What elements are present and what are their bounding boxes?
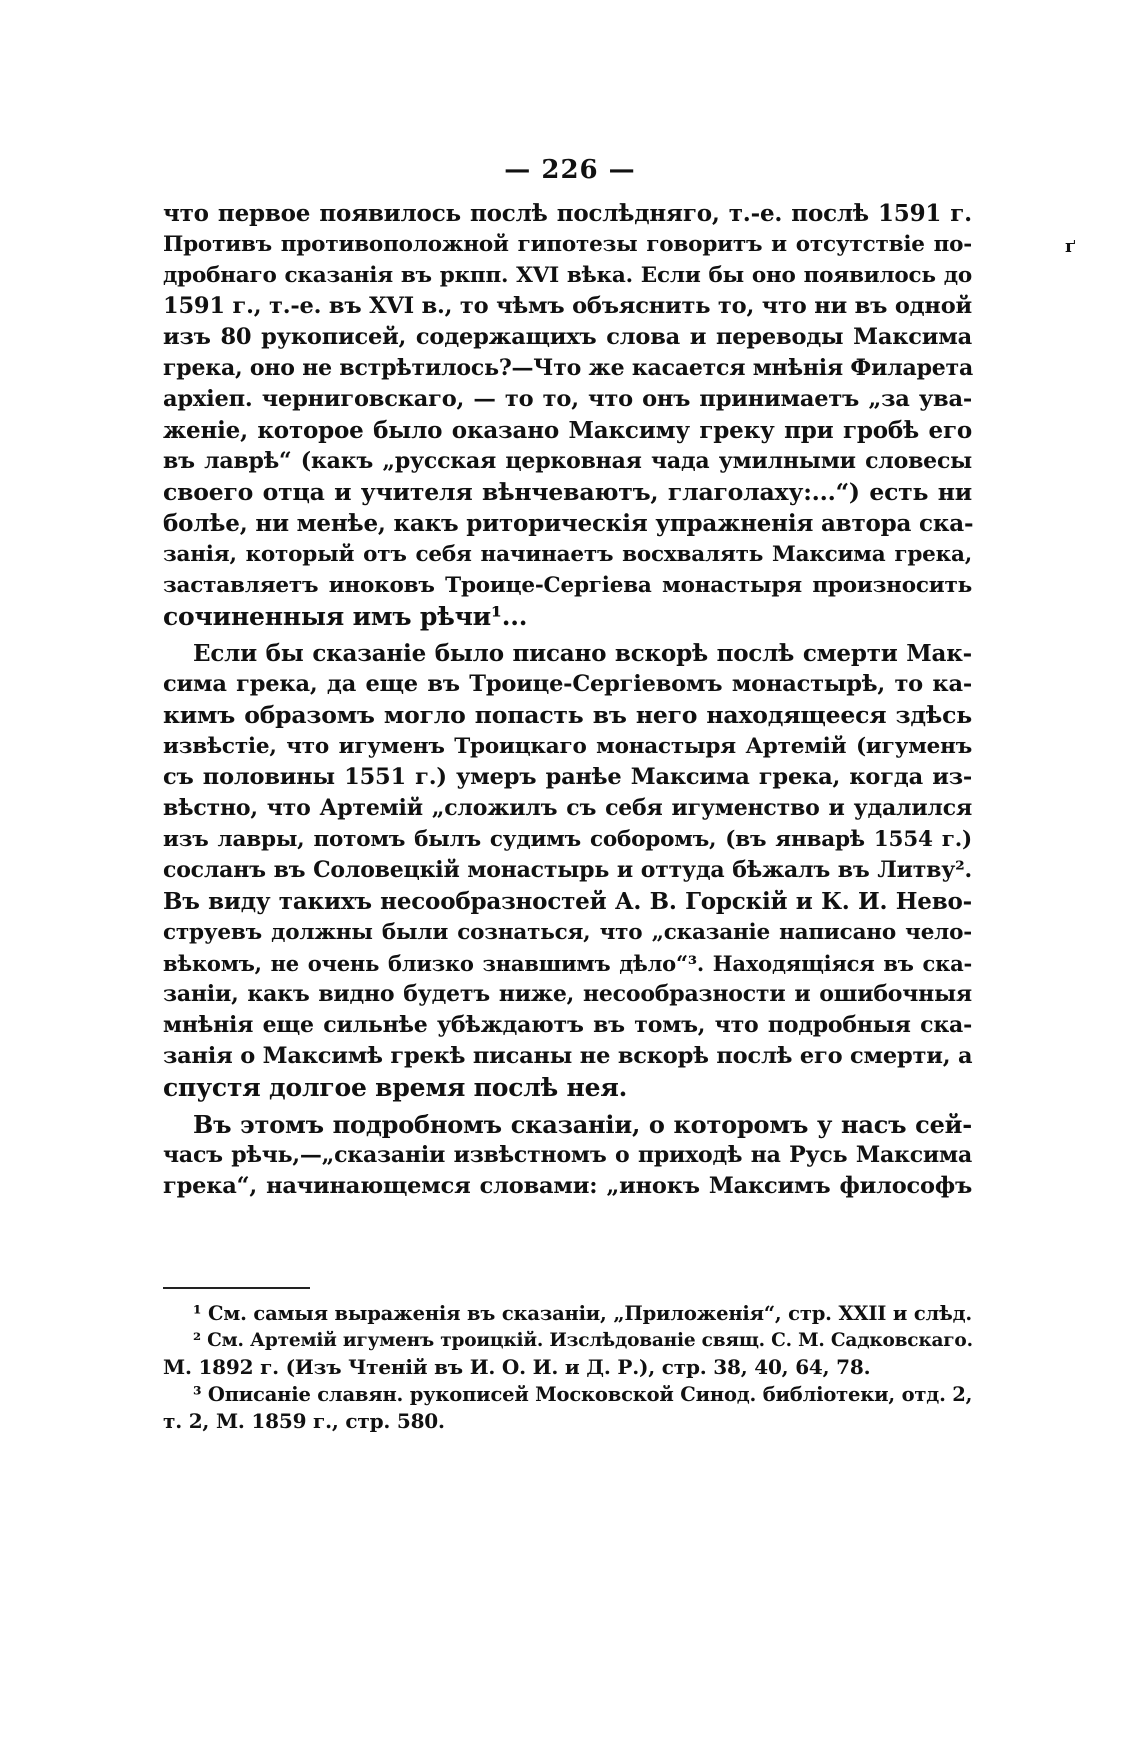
text-line: грека“, начинающемся словами: „инокъ Максимъ философъ [163, 1173, 972, 1199]
text-line: извѣстіе, что игуменъ Троицкаго монастыря Артемій (игуменъ [163, 734, 972, 759]
text-line: вѣстно, что Артемій „сложилъ съ себя игуменство и удалился [163, 795, 972, 821]
text-line: заніи, какъ видно будетъ ниже, несообразности и ошибочныя [163, 981, 972, 1007]
text-line: изъ 80 рукописей, содержащихъ слова и переводы Максима [163, 324, 972, 350]
text-line: сосланъ въ Соловецкій монастырь и оттуда бѣжалъ въ Литву². [163, 857, 972, 883]
main-text [163, 198, 972, 1202]
text-line: спустя долгое время послѣ нея. [163, 1073, 628, 1102]
text-line: Противъ противоположной гипотезы говоритъ и отсутствіе по- [163, 232, 972, 257]
footnotes [163, 1300, 972, 1435]
text-line: съ половины 1551 г.) умеръ ранѣе Максима грека, когда из- [163, 764, 972, 790]
footnote-divider [163, 1287, 310, 1289]
text-line: мнѣнія еще сильнѣе убѣждаютъ въ томъ, что подробныя ска- [163, 1012, 972, 1038]
footnote-2-continued: М. 1892 г. (Изъ Чтеній въ И. О. И. и Д. Р.), стр. 38, 40, 64, 78. [163, 1355, 871, 1379]
text-line: болѣе, ни менѣе, какъ риторическія упражненія автора ска- [163, 510, 974, 537]
text-line: сима грека, да еще въ Троице-Сергіевомъ монастырѣ, то ка- [163, 671, 972, 697]
text-line: кимъ образомъ могло попасть въ него находящееся здѣсь [163, 701, 972, 729]
margin-mark: ґ [1065, 236, 1077, 257]
footnote-1: ¹ См. самыя выраженія въ сказаніи, „Приложенія“, стр. XXII и слѣд. [193, 1302, 972, 1325]
footnote-3-continued: т. 2, М. 1859 г., стр. 580. [163, 1409, 445, 1433]
paragraph-start-line: Въ этомъ подробномъ сказаніи, о которомъ у насъ сей- [193, 1110, 972, 1139]
text-line: часъ рѣчь,—„сказаніи извѣстномъ о приходѣ на Русь Максима [163, 1142, 972, 1168]
text-line: занія, который отъ себя начинаетъ восхвалять Максима грека, [163, 542, 972, 567]
text-line: вѣкомъ, не очень близко знавшимъ дѣло“³. Находящіяся въ ска- [163, 951, 972, 976]
text-line: струевъ должны были сознаться, что „сказаніе написано чело- [163, 920, 972, 945]
footnote-3: ³ Описаніе славян. рукописей Московской Синод. библіотеки, отд. 2, [193, 1383, 973, 1406]
text-line: архіеп. черниговскаго, — то то, что онъ принимаетъ „за ува- [163, 386, 972, 412]
text-line: дробнаго сказанія въ ркпп. XVI вѣка. Если бы оно появилось до [163, 263, 972, 288]
text-line: женіе, которое было оказано Максиму греку при гробѣ его [163, 417, 972, 444]
text-line: грека, оно не встрѣтилось?—Что же касается мнѣнія Филарета [163, 355, 974, 381]
page-number: — 226 — [504, 155, 636, 185]
text-line: что первое появилось послѣ послѣдняго, т.-е. послѣ 1591 г. [163, 200, 972, 227]
text-line: изъ лавры, потомъ былъ судимъ соборомъ, (въ январѣ 1554 г.) [163, 827, 972, 852]
text-line: 1591 г., т.-е. въ XVI в., то чѣмъ объяснить то, что ни въ одной [163, 293, 972, 319]
text-line: своего отца и учителя вѣнчеваютъ, глаголаху:...“) есть ни [163, 478, 972, 506]
text-line: сочиненныя имъ рѣчи¹... [163, 602, 528, 631]
text-line: Въ виду такихъ несообразностей А. В. Горскій и К. И. Нево- [163, 888, 972, 915]
paragraph-start-line: Если бы сказаніе было писано вскорѣ послѣ смерти Мак- [193, 640, 972, 667]
text-line: заставляетъ иноковъ Троице-Сергіева монастыря произносить [163, 573, 972, 598]
text-line: въ лаврѣ“ (какъ „русская церковная чада умилными словесы [163, 448, 972, 474]
footnote-2: ² См. Артемій игуменъ троицкій. Изслѣдованіе свящ. С. М. Садковскаго. [193, 1330, 973, 1351]
text-line: занія о Максимѣ грекѣ писаны не вскорѣ послѣ его смерти, а [163, 1043, 973, 1069]
